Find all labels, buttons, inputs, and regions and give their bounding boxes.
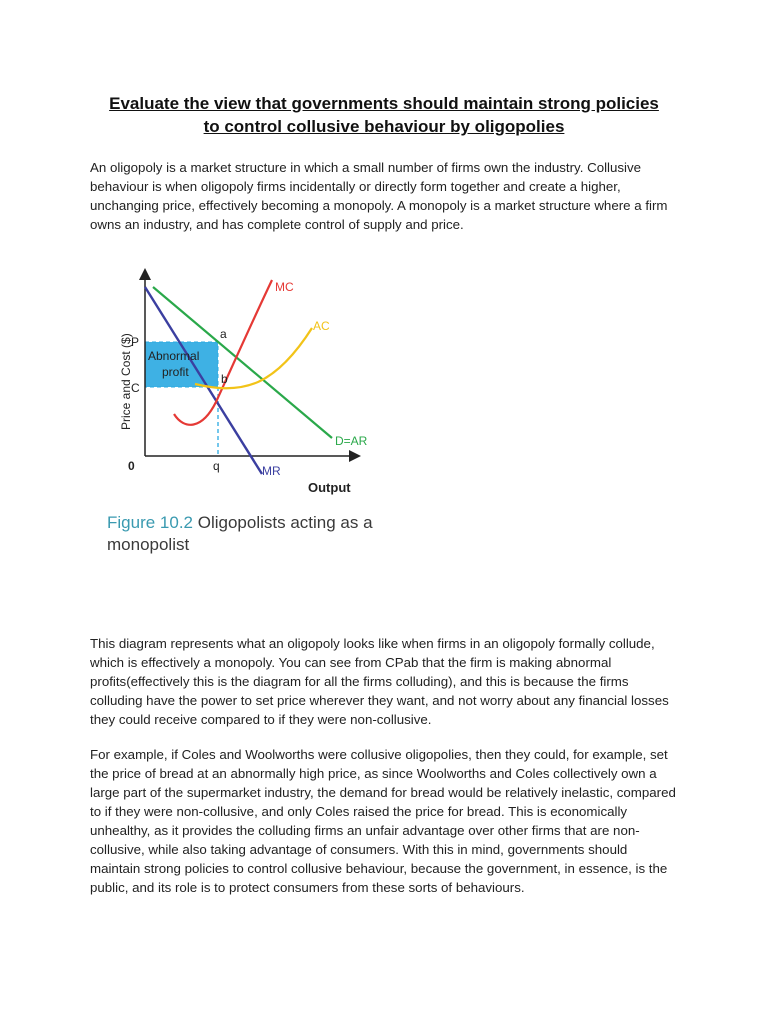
document-title [80,92,688,138]
profit-label-line-1: Abnormal [148,349,200,363]
mr-label: MR [262,464,281,478]
paragraph-example: For example, if Coles and Woolworths were collusive oligopolies, then they could, for example, set the price of bread at an abnormally high price, as since Woolworths and Coles collectively own a large part of the supermarket industry, the demand for bread would be relatively inelastic, compared to if they were non-collusive, and only Coles raised the price for bread. This is economically unhealthy, as it provides the colluding firms an unfair advantage over other firms that are non-collusive, while also taking advantage of consumers. With this in mind, governments should maintain strong policies to control collusive behaviour, because the government, in essence, is the public, and its role is to protect consumers from these sorts of behaviours. [90,747,676,895]
cost-label: C [131,381,140,395]
figure-caption [107,512,407,556]
figure-number: Figure 10.2 [107,513,193,532]
y-axis-label: Price and Cost ($) [119,333,133,430]
title-line-2: to control collusive behaviour by oligopolies [203,117,565,136]
price-label: P [131,335,140,349]
point-b-label: b [221,372,228,386]
paragraph-diagram-explanation: This diagram represents what an oligopoly looks like when firms in an oligopoly formally collude, which is effectively a monopoly. You can see from CPab that the firm is making abnormal profits(effectively this is the diagram for all the firms colluding), and this is because the firms colluding have the power to set price wherever they want, and not worry about any financial losses they could receive compared to if they were non-collusive. [90,636,669,727]
title-line-1: Evaluate the view that governments should maintain strong policies [109,94,659,113]
diagram-svg [100,262,400,512]
point-a-label: a [220,327,227,341]
quantity-label: q [213,459,220,473]
ac-label: AC [313,319,330,333]
mc-label: MC [275,280,294,294]
profit-label-line-2: profit [162,365,189,379]
paragraph-intro: An oligopoly is a market structure in which a small number of firms own the industry. Collusive behaviour is when oligopoly firms incidentally or directly form together and create a higher, unchanging price, effectively becoming a monopoly. A monopoly is a market structure where a firm owns an industry, and has complete control of supply and price. [90,160,668,232]
figure-caption-text: Oligopolists acting as a monopolist [107,513,373,554]
x-axis-label: Output [308,480,351,495]
origin-label: 0 [128,459,135,473]
demand-label: D=AR [335,434,368,448]
